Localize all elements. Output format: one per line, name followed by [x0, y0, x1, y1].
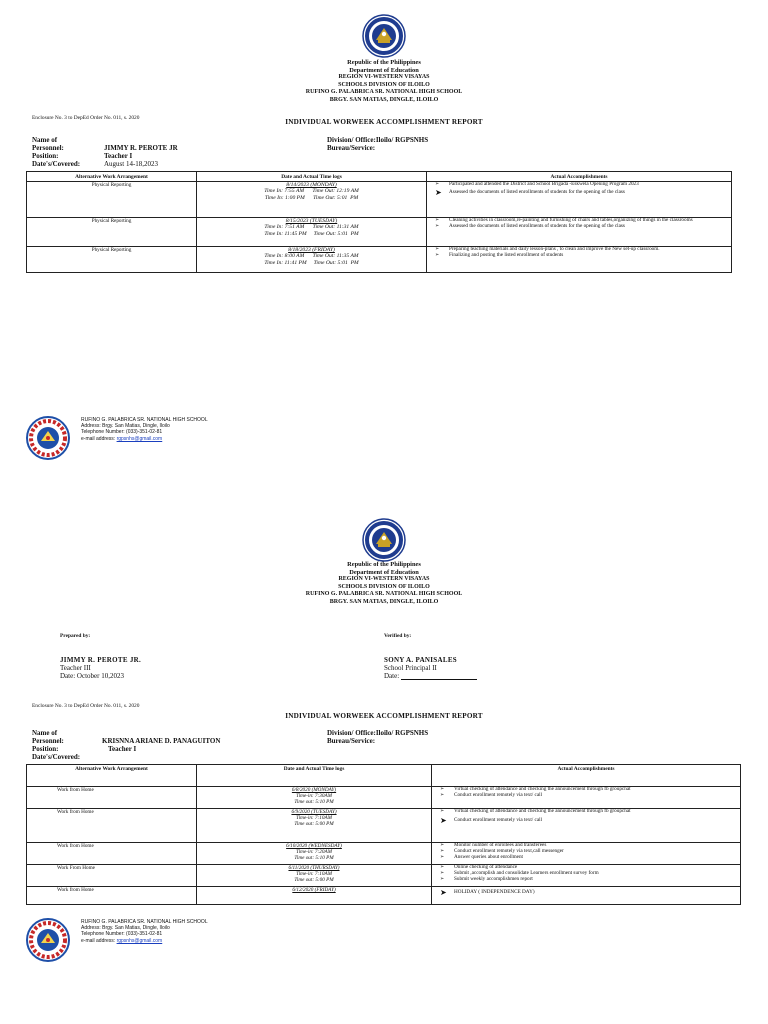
accomplishment-table	[26, 764, 741, 905]
enclosure-note: Enclosure No. 3 to DepEd Order No. 011, s. 2020	[32, 703, 140, 709]
log-line: Time out: 5:10 PM	[294, 855, 334, 861]
accomplishments-cell	[427, 218, 732, 247]
list-item: ➤ HOLIDAY ( INDEPENDENCE DAY)	[436, 890, 740, 896]
col-arrangement: Alternative Work Arrangement	[27, 172, 197, 182]
arrangement-cell: Physical Reporting	[27, 247, 197, 273]
deped-seal-icon	[362, 518, 406, 562]
table-row	[27, 843, 741, 865]
name-label: Name of Personnel:	[32, 136, 64, 152]
dates-label: Date's/Covered:	[32, 160, 81, 168]
accomplishments-cell	[427, 247, 732, 273]
log-line: Time-in: 7:10AM	[296, 815, 332, 821]
deped-seal-icon	[362, 14, 406, 58]
header-line-5: RUFINO G. PALABRICA SR. NATIONAL HIGH SCHOOL	[305, 591, 463, 598]
personnel-position: Teacher I	[108, 745, 137, 753]
list-item: ➢ Preparing teaching materials and daily lesson-plans , to clean and improve the New set-up classroom.	[431, 247, 731, 253]
list-item: ➢ Participated and attended the District and School Brigada -Eskwela Opening Program 2023	[431, 182, 731, 188]
log-date: 6/10/2020 (WEDNESDAY)	[286, 843, 342, 849]
accomplishments-cell	[432, 843, 741, 865]
time-logs-cell	[197, 809, 432, 843]
arrangement-cell: Work from Home	[27, 887, 197, 905]
arrow-bullet-icon: ➢	[435, 223, 440, 229]
date-blank-line	[401, 673, 477, 680]
footer-phone: Telephone Number: (033)-351-02-81	[81, 429, 163, 436]
header-line-6: BRGY. SAN MATIAS, DINGLE, ILOILO	[329, 96, 439, 103]
log-date: 6/11/2020 (THURSDAY)	[288, 865, 340, 871]
verified-position: School Principal II	[384, 664, 437, 672]
list-item: ➢ Conduct enrollment remotely via text/ call	[436, 793, 740, 799]
footer-email-link[interactable]: rgpsnhs@gmail.com	[116, 937, 163, 944]
header-line-1: Republic of the Philippines	[347, 59, 421, 66]
prepared-date: Date: October 10,2023	[60, 672, 124, 680]
table-row	[27, 247, 732, 273]
log-date: 8/14/2023 (MONDAY)	[286, 182, 337, 188]
arrangement-cell: Physical Reporting	[27, 182, 197, 218]
log-line: Time out: 5:00 PM	[294, 821, 334, 827]
position-label: Position:	[32, 152, 59, 160]
personnel-name: JIMMY R. PEROTE JR	[104, 144, 178, 152]
header-line-3: REGION VI-WESTERN VISAYAS	[338, 74, 430, 81]
list-item: ➢ Assessed the documents of listed enrollments of students for the opening of the class	[431, 224, 731, 230]
table-row	[27, 887, 741, 905]
list-item: ➢ Submit weekly accomplishmen report	[436, 877, 740, 883]
header-line-2: Department of Education	[349, 568, 419, 576]
header-line-1: Republic of the Philippines	[347, 561, 421, 568]
arrangement-cell: Work From Home	[27, 865, 197, 887]
log-line: Time-in: 7:30AM	[296, 793, 332, 799]
log-line: Time In: 7:51 AM Time Out: 11:31 AM	[264, 224, 359, 231]
division-info	[327, 729, 428, 745]
accomplishments-cell	[432, 887, 741, 905]
list-item: ➢ Online checking of attendance	[436, 865, 740, 871]
log-line: Time out: 5:00 PM	[294, 877, 334, 883]
log-line: Time out: 5:10 PM	[294, 799, 334, 805]
division-value: Iloilo/ RGPSNHS	[375, 729, 429, 737]
arrow-bullet-icon: ➢	[435, 182, 440, 187]
personnel-info	[32, 729, 220, 761]
header-line-3: REGION VI-WESTERN VISAYAS	[338, 576, 430, 583]
arrow-bullet-icon: ➢	[440, 854, 445, 860]
table-row	[27, 787, 741, 809]
division-info	[327, 136, 428, 152]
arrow-bullet-icon: ➢	[440, 865, 445, 870]
time-logs-cell	[197, 843, 432, 865]
log-date: 8/18/2023 (FRIDAY)	[288, 247, 335, 253]
log-line: Time In: 11:45 PM Time Out: 5:01 PM	[264, 230, 359, 237]
arrow-bullet-icon: ➢	[440, 870, 445, 876]
arrow-bullet-icon: ➢	[435, 247, 440, 252]
table-row	[27, 182, 732, 218]
list-item: ➢ Finalizing and posting the listed enrollment of students	[431, 253, 731, 259]
arrow-bullet-icon: ➢	[435, 252, 440, 258]
log-line: Time In: 7:55 AM Time Out: 12:19 AM	[264, 188, 359, 195]
report-title: INDIVIDUAL WORWEEK ACCOMPLISHMENT REPORT	[285, 118, 483, 126]
accomplishments-cell	[432, 809, 741, 843]
log-line: Time-in: 7:10AM	[296, 871, 332, 877]
table-row	[27, 865, 741, 887]
verified-name: SONY A. PANISALES	[384, 656, 457, 664]
school-footer	[81, 919, 208, 944]
time-logs-cell	[197, 887, 432, 905]
verified-label: Verified by:	[384, 633, 412, 639]
verified-date: Date:	[384, 672, 401, 680]
verified-by-block	[384, 632, 477, 680]
header-line-4: SCHOOLS DIVISION OF ILOILO	[338, 81, 430, 88]
arrow-bullet-icon: ➢	[440, 876, 445, 882]
list-item: ➢ Cleaning activities in classroom,re-painting and furnishing of chairs and tables,organizing of things in the classrooms	[431, 218, 731, 224]
accomplishment-table	[26, 171, 732, 273]
arrow-bullet-icon: ➢	[435, 218, 440, 223]
arrangement-cell: Work from Home	[27, 787, 197, 809]
footer-email-label: e-mail address:	[81, 937, 117, 944]
arrow-bullet-icon: ➤	[440, 815, 447, 825]
footer-address: Address: Brgy. San Matias, Dingle, Iloilo	[81, 925, 170, 932]
col-accomplishments: Actual Accomplishments	[427, 172, 732, 182]
table-row	[27, 218, 732, 247]
school-footer	[81, 417, 208, 442]
arrangement-cell: Work from Home	[27, 809, 197, 843]
list-item: ➢ Answer queries about enrollment	[436, 855, 740, 861]
prepared-label: Prepared by:	[60, 633, 91, 639]
footer-address: Address: Brgy. San Matias, Dingle, Iloilo	[81, 423, 170, 430]
personnel-position: Teacher I	[104, 152, 133, 160]
time-logs-cell	[197, 218, 427, 247]
list-item: ➢ Conduct enrollment remotely via text,call messenger	[436, 849, 740, 855]
bureau-label: Bureau/Service:	[327, 737, 376, 745]
accomplishments-cell	[432, 865, 741, 887]
time-logs-cell	[197, 247, 427, 273]
division-label: Division/ Office:	[327, 729, 376, 737]
prepared-position: Teacher III	[60, 664, 91, 672]
time-logs-cell	[197, 865, 432, 887]
footer-email-label: e-mail address:	[81, 435, 117, 442]
dates-covered: August 14-18,2023	[104, 160, 159, 168]
bureau-label: Bureau/Service:	[327, 144, 376, 152]
footer-school: RUFINO G. PALABRICA SR. NATIONAL HIGH SCHOOL	[81, 417, 208, 423]
school-logo-icon	[22, 416, 74, 460]
arrow-bullet-icon: ➤	[440, 888, 447, 897]
arrow-bullet-icon: ➢	[440, 809, 445, 814]
footer-school: RUFINO G. PALABRICA SR. NATIONAL HIGH SCHOOL	[81, 919, 208, 925]
personnel-info	[32, 136, 178, 168]
list-item: ➢ Virtual checking of attendance and checking the announcement through fb groupchat	[436, 809, 740, 815]
header-line-6: BRGY. SAN MATIAS, DINGLE, ILOILO	[329, 598, 439, 605]
letterhead	[0, 59, 768, 105]
prepared-name: JIMMY R. PEROTE JR.	[60, 656, 142, 664]
accomplishments-cell	[432, 787, 741, 809]
table-row	[27, 809, 741, 843]
col-arrangement: Alternative Work Arrangement	[27, 765, 197, 787]
list-item: ➢ Monitor number of enrollees and transferees	[436, 843, 740, 849]
arrangement-cell: Physical Reporting	[27, 218, 197, 247]
footer-email-link[interactable]: rgpsnhs@gmail.com	[116, 435, 163, 442]
personnel-name: KRISNNA ARIANE D. PANAGUITON	[102, 737, 221, 745]
log-date: 6/8/2020 (MONDAY)	[291, 787, 337, 793]
list-item: ➤ Conduct enrollment remotely via text/ call	[436, 818, 740, 824]
log-line: Time In: 1:00 PM Time Out: 5:01 PM	[264, 194, 359, 201]
log-line: Time-in: 7:20AM	[296, 849, 332, 855]
log-date: 8/15/2023 (TUESDAY)	[285, 218, 338, 224]
time-logs-cell	[197, 182, 427, 218]
arrow-bullet-icon: ➢	[440, 787, 445, 792]
enclosure-note: Enclosure No. 3 to DepEd Order No. 011, s. 2020	[32, 115, 140, 121]
list-item: ➤ Assessed the documents of listed enrollments of students for the opening of the class	[431, 190, 731, 196]
header-line-4: SCHOOLS DIVISION OF ILOILO	[338, 583, 430, 590]
arrangement-cell: Work from Home	[27, 843, 197, 865]
position-label: Position:	[32, 745, 59, 753]
name-label: Name of Personnel:	[32, 729, 64, 745]
arrow-bullet-icon: ➤	[435, 187, 442, 197]
header-line-2: Department of Education	[349, 66, 419, 74]
list-item: ➢ Virtual checking of attendance and checking the announcement through fb groupchat	[436, 787, 740, 793]
col-logs: Date and Actual Time logs	[197, 765, 432, 787]
accomplishments-cell	[427, 182, 732, 218]
time-logs-cell	[197, 787, 432, 809]
log-date: 6/12/2020 (FRIDAY)	[292, 887, 336, 893]
prepared-by-block	[60, 632, 141, 680]
dates-label: Date's/Covered:	[32, 753, 81, 761]
log-date: 6/9/2020 (TUESDAY)	[291, 809, 337, 815]
school-logo-icon	[22, 918, 74, 962]
arrow-bullet-icon: ➢	[440, 848, 445, 854]
list-item: ➢ Submit ,accomplish and consolidate Learners enrollment survey form	[436, 871, 740, 877]
footer-phone: Telephone Number: (033)-351-02-81	[81, 931, 163, 938]
header-line-5: RUFINO G. PALABRICA SR. NATIONAL HIGH SCHOOL	[305, 89, 463, 96]
col-accomplishments: Actual Accomplishments	[432, 765, 741, 787]
division-label: Division/ Office:	[327, 136, 376, 144]
log-line: Time In: 8:00 AM Time Out: 11:35 AM	[264, 253, 359, 260]
report-title: INDIVIDUAL WORWEEK ACCOMPLISHMENT REPORT	[285, 712, 483, 720]
letterhead	[0, 561, 768, 607]
division-value: Iloilo/ RGPSNHS	[375, 136, 429, 144]
log-line: Time In: 11:41 PM Time Out: 5:01 PM	[264, 259, 359, 266]
arrow-bullet-icon: ➢	[440, 843, 445, 848]
arrow-bullet-icon: ➢	[440, 792, 445, 798]
col-logs: Date and Actual Time logs	[197, 172, 427, 182]
